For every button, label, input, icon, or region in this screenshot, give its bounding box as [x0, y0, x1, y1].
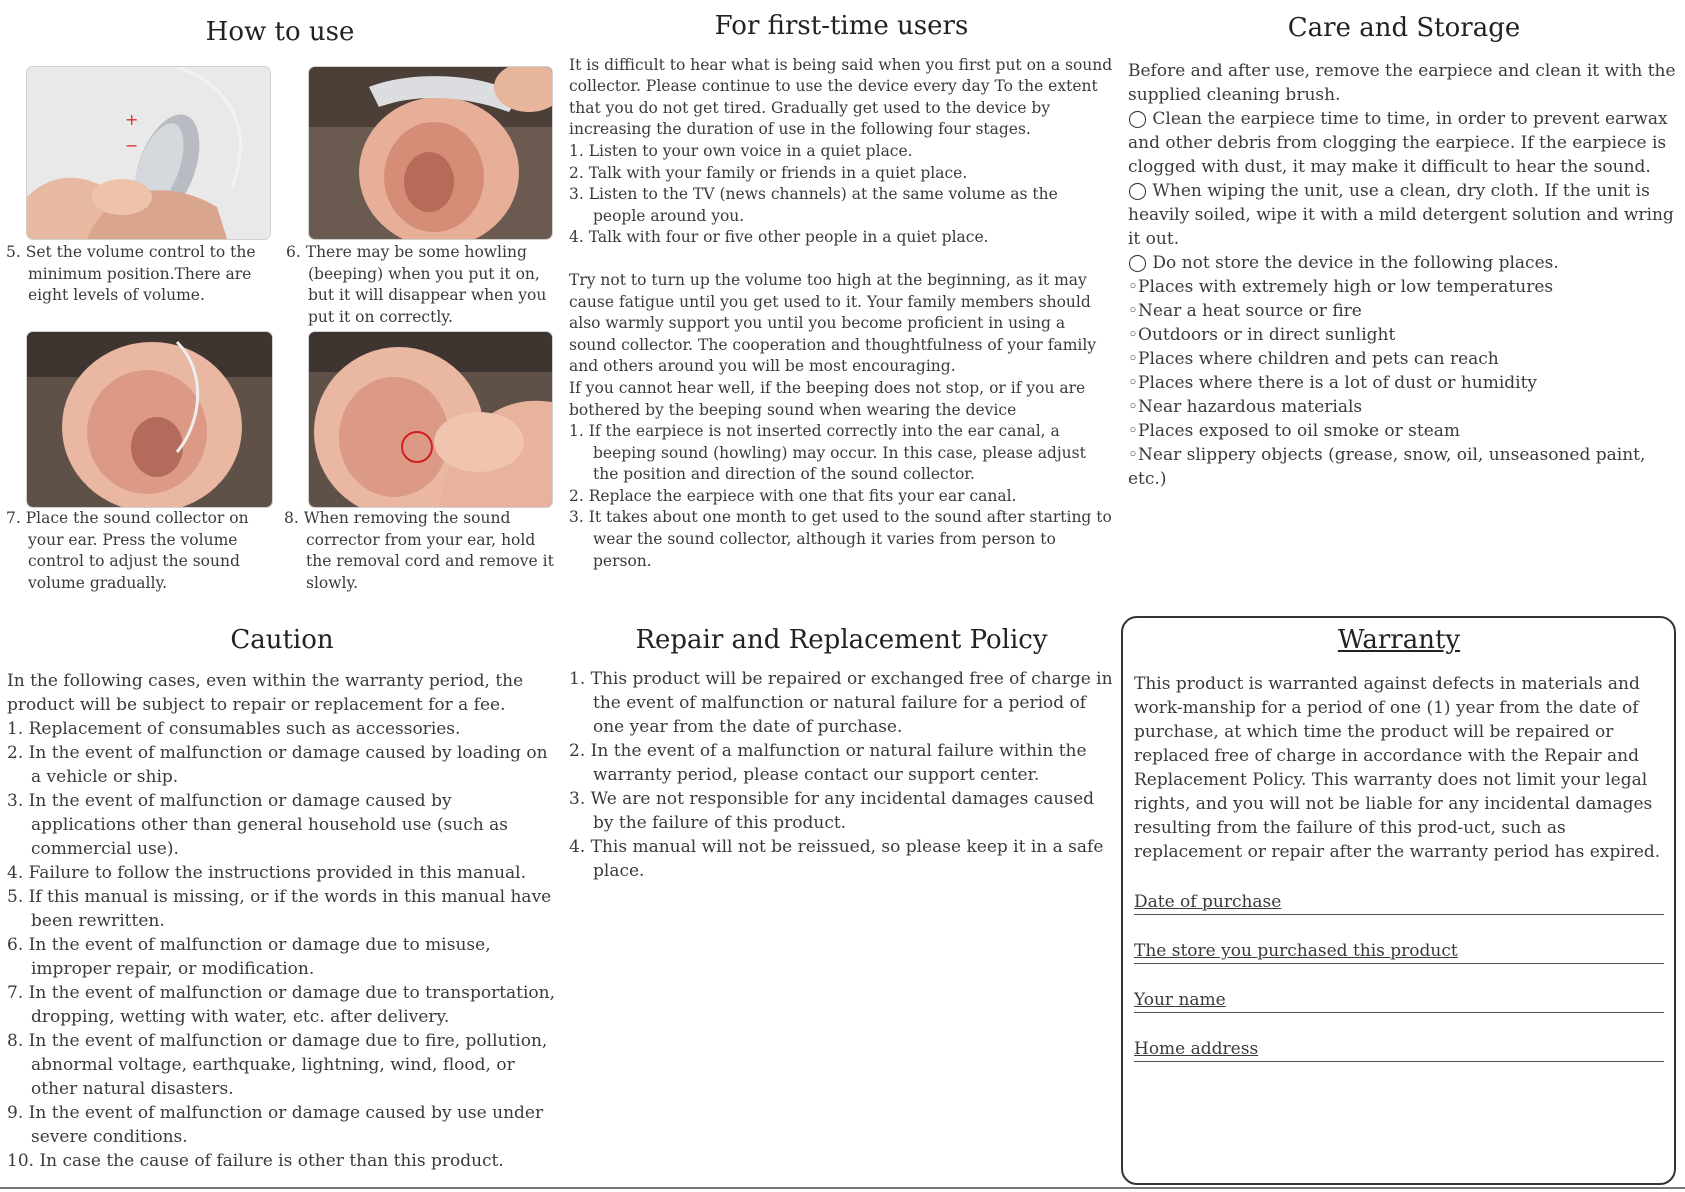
- caption-5: 5. Set the volume control to the minimum position.There are eight levels of volume.: [6, 243, 256, 305]
- your-name-field[interactable]: Your name: [1134, 988, 1664, 1013]
- list-item: 7. In the event of malfunction or damage due to transportation, dropping, wetting with water, etc. after delivery.: [7, 983, 556, 1027]
- list-item: 2. Talk with your family or friends in a quiet place.: [569, 163, 968, 182]
- first-time-users-title: For first-time users: [714, 11, 969, 41]
- list-item: 1. This product will be repaired or exchanged free of charge in the event of malfunction or natural failure for a period of one year from the date of purchase.: [569, 669, 1113, 737]
- caution-intro: In the following cases, even within the warranty period, the product will be subject to repair or replacement for a fee.: [7, 671, 524, 715]
- list-item: 1. Listen to your own voice in a quiet place.: [569, 141, 913, 160]
- store-field[interactable]: The store you purchased this product: [1134, 939, 1664, 964]
- care-storage-section: [1128, 13, 1680, 491]
- caution-list: [7, 717, 557, 1173]
- list-item: 3. Listen to the TV (news channels) at the same volume as the people around you.: [569, 185, 1058, 225]
- list-item: 2. In the event of a malfunction or natural failure within the warranty period, please contact our support center.: [569, 741, 1087, 785]
- list-item: 1. Replacement of consumables such as accessories.: [7, 719, 461, 739]
- list-item: 3. In the event of malfunction or damage caused by applications other than general household use (such as commercial use).: [7, 791, 508, 859]
- list-item: 3. We are not responsible for any incidental damages caused by the failure of this product.: [569, 789, 1095, 833]
- caution-title: Caution: [230, 625, 334, 655]
- warranty-text: This product is warranted against defects in materials and work-manship for a period of one (1) year from the date of purchase, at which time the product will be repaired or replaced free of charge in accordance with the Repair and Replacement Policy. This warranty does not limit your legal rights, and you will not be liable for any incidental damages resulting from the failure of this prod-uct, such as replacement or repair after the warranty period has expired.: [1134, 674, 1661, 862]
- how-to-use-section: [0, 0, 560, 600]
- list-item: 9. In the event of malfunction or damage caused by use under severe conditions.: [7, 1103, 544, 1147]
- date-of-purchase-field[interactable]: Date of purchase: [1134, 890, 1664, 915]
- care-point-2: ◯ When wiping the unit, use a clean, dry cloth. If the unit is heavily soiled, wipe it with a mild detergent solution and wring it out.: [1128, 181, 1674, 249]
- list-item: 5. If this manual is missing, or if the words in this manual have been rewritten.: [7, 887, 552, 931]
- care-point-3: ◯ Do not store the device in the following places.: [1128, 253, 1559, 273]
- home-address-field[interactable]: Home address: [1134, 1037, 1664, 1062]
- list-item: 3. It takes about one month to get used to the sound after starting to wear the sound collector, although it varies from person to person.: [569, 508, 1112, 570]
- caption-8: 8. When removing the sound corrector from your ear, hold the removal cord and remove it slowly.: [284, 509, 554, 592]
- list-item: 4. This manual will not be reissued, so please keep it in a safe place.: [569, 837, 1104, 881]
- list-item: ◦Near a heat source or fire: [1128, 301, 1362, 321]
- list-item: ◦Places where there is a lot of dust or humidity: [1128, 373, 1538, 393]
- caption-7: 7. Place the sound collector on your ear. Press the volume control to adjust the sound volume gradually.: [6, 509, 249, 592]
- finger-removing-device-photo: [308, 331, 553, 508]
- first-time-stages-list: [569, 141, 1114, 249]
- first-time-para3: If you cannot hear well, if the beeping does not stop, or if you are bothered by the beeping sound when wearing the device: [569, 378, 1086, 419]
- caution-section: [7, 625, 557, 1173]
- caption-6: 6. There may be some howling (beeping) when you put it on, but it will disappear when you put it on correctly.: [286, 243, 547, 326]
- list-item: 10. In case the cause of failure is other than this product.: [7, 1151, 504, 1171]
- first-time-users-section: [569, 11, 1114, 572]
- svg-text:−: −: [125, 136, 139, 155]
- list-item: 8. In the event of malfunction or damage due to fire, pollution, abnormal voltage, earthquake, lightning, wind, flood, or other natural disasters.: [7, 1031, 548, 1099]
- care-point-1: ◯ Clean the earpiece time to time, in order to prevent earwax and other debris from clogging the earpiece. If the earpiece is clogged with dust, it may make it difficult to hear the sound.: [1128, 109, 1668, 177]
- list-item: ◦Places where children and pets can reach: [1128, 349, 1499, 369]
- warranty-box: [1121, 616, 1676, 1185]
- first-time-intro: It is difficult to hear what is being said when you first put on a sound collector. Please continue to use the device every day To the extent that you do not get tired. Gradually get used to the device by increasing the duration of use in the following four stages.: [569, 55, 1113, 139]
- svg-text:+: +: [125, 110, 139, 129]
- storage-places-list: [1128, 275, 1680, 491]
- hand-holding-device-photo: [26, 66, 271, 240]
- page-bottom-border: [0, 1187, 1685, 1189]
- list-item: ◦Places with extremely high or low temperatures: [1128, 277, 1554, 297]
- list-item: 4. Talk with four or five other people in a quiet place.: [569, 228, 989, 247]
- list-item: 1. If the earpiece is not inserted correctly into the ear canal, a beeping sound (howling) may occur. In this case, please adjust the position and direction of the sound collector.: [569, 422, 1086, 484]
- list-item: 4. Failure to follow the instructions provided in this manual.: [7, 863, 527, 883]
- list-item: 6. In the event of malfunction or damage due to misuse, improper repair, or modification.: [7, 935, 491, 979]
- list-item: ◦Near slippery objects (grease, snow, oil, unseasoned paint, etc.): [1128, 445, 1646, 489]
- list-item: ◦Near hazardous materials: [1128, 397, 1363, 417]
- how-to-use-title: How to use: [205, 17, 355, 47]
- repair-policy-section: [569, 625, 1114, 883]
- list-item: 2. Replace the earpiece with one that fits your ear canal.: [569, 486, 1017, 505]
- care-intro: Before and after use, remove the earpiece and clean it with the supplied cleaning brush.: [1128, 61, 1676, 105]
- first-time-para2: Try not to turn up the volume too high at the beginning, as it may cause fatigue until you get used to it. Your family members should also warmly support you until you become proficient in using a sound collector. The cooperation and thoughtfulness of your family and others around you will be most encouraging.: [569, 270, 1097, 376]
- warranty-title: Warranty: [1337, 625, 1461, 655]
- list-item: 2. In the event of malfunction or damage caused by loading on a vehicle or ship.: [7, 743, 548, 787]
- repair-policy-list: [569, 667, 1114, 883]
- care-storage-title: Care and Storage: [1287, 13, 1521, 43]
- ear-side-photo: [26, 331, 273, 508]
- list-item: ◦Places exposed to oil smoke or steam: [1128, 421, 1461, 441]
- ear-wearing-device-photo: [308, 66, 553, 240]
- first-time-tips-list: [569, 421, 1114, 572]
- list-item: ◦Outdoors or in direct sunlight: [1128, 325, 1396, 345]
- repair-policy-title: Repair and Replacement Policy: [635, 625, 1048, 655]
